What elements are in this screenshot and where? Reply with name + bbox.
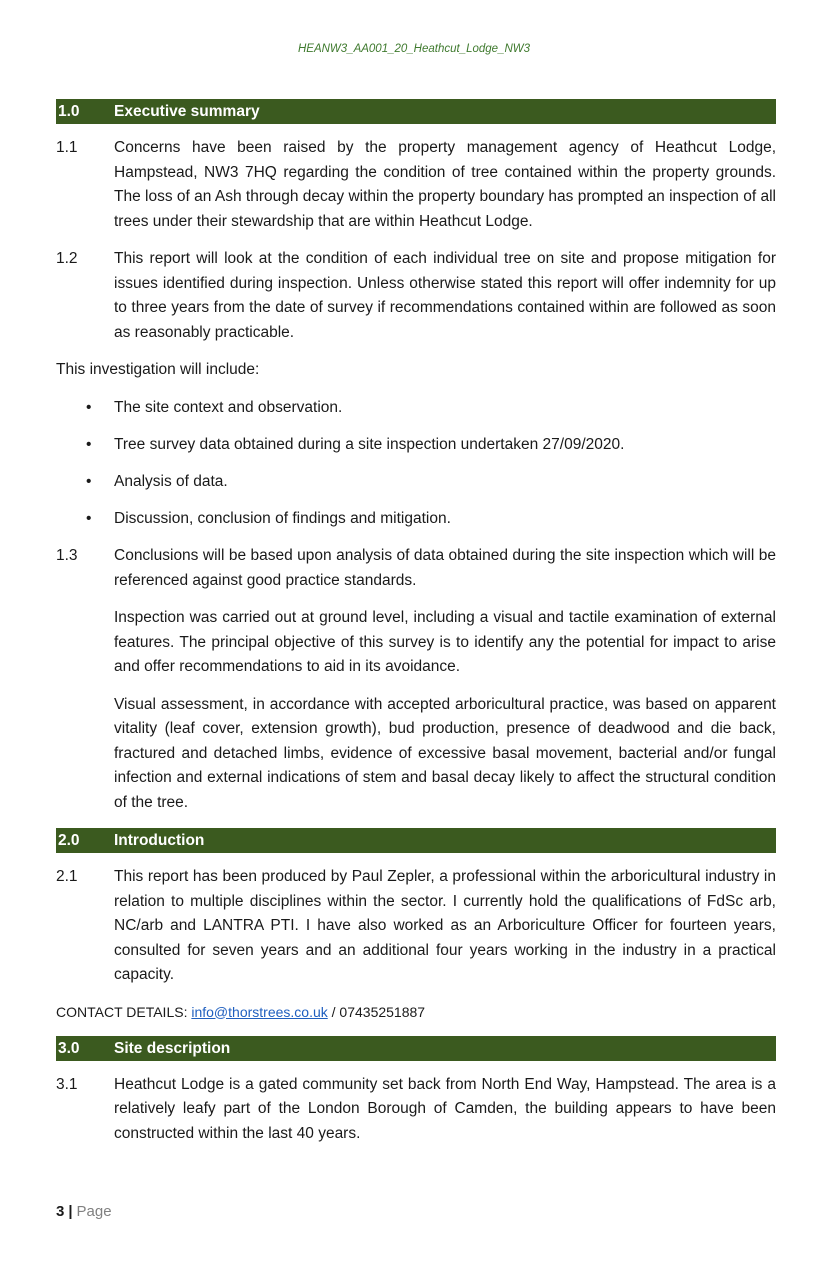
paragraph-visual-assessment: Visual assessment, in accordance with accepted arboricultural practice, was based on apparent vitality (leaf cover, extension growth), bud production, presence of deadwood and die back, fractured and detached limbs, evidence of excessive basal movement, bacterial and/or fungal infection and external indications of stem and basal decay likely to affect the structural condition of the tree.	[114, 695, 776, 811]
list-item-text: Tree survey data obtained during a site inspection undertaken 27/09/2020.	[114, 435, 625, 453]
list-item	[56, 507, 776, 532]
paragraph-text: This report will look at the condition of each individual tree on site and propose mitigation for issues identified during inspection. Unless otherwise stated this report will offer indemnity for up to three years from the date of survey if recommendations contained within are followed as soon as reasonably practicable.	[114, 250, 776, 341]
section-title: Executive summary	[114, 103, 260, 120]
section-heading-executive-summary	[56, 99, 776, 124]
phone-number: 07435251887	[339, 1003, 426, 1020]
paragraph-text: Conclusions will be based upon analysis of data obtained during the site inspection which will be referenced against good practice standards.	[114, 547, 776, 589]
email-link[interactable]: info@thorstrees.co.uk	[191, 1003, 328, 1020]
section-heading-site-description	[56, 1036, 776, 1061]
paragraph-1-2	[56, 247, 776, 345]
bullet-icon: •	[86, 435, 92, 453]
paragraph-1-3	[56, 544, 776, 593]
paragraph-number: 1.1	[56, 139, 78, 156]
document-reference-header: HEANW3_AA001_20_Heathcut_Lodge_NW3	[297, 43, 531, 55]
contact-details	[56, 1001, 776, 1023]
paragraph-3-1	[56, 1073, 776, 1147]
section-number: 2.0	[58, 832, 80, 849]
list-item	[56, 433, 776, 458]
section-title: Introduction	[114, 832, 205, 849]
paragraph-number: 2.1	[56, 868, 78, 885]
section-title: Site description	[114, 1039, 231, 1057]
document-body	[56, 99, 776, 1159]
page-label: Page	[76, 1203, 112, 1220]
list-item-text: The site context and observation.	[114, 398, 343, 416]
paragraph-number: 3.1	[56, 1075, 78, 1093]
list-item	[56, 396, 776, 421]
list-item	[56, 470, 776, 495]
footer-separator: |	[68, 1203, 73, 1220]
list-item-text: Discussion, conclusion of findings and mitigation.	[114, 509, 451, 527]
section-number: 3.0	[58, 1039, 80, 1057]
investigation-intro: This investigation will include:	[56, 361, 260, 378]
list-item-text: Analysis of data.	[114, 472, 228, 490]
contact-label: CONTACT DETAILS:	[56, 1003, 192, 1020]
paragraph-number: 1.2	[56, 250, 78, 267]
bullet-icon: •	[86, 398, 92, 416]
paragraph-text: This report has been produced by Paul Zepler, a professional within the arboricultural industry in relation to multiple disciplines within the sector. I currently hold the qualifications of FdSc arb, NC/arb and LANTRA PTI. I have also worked as an Arboriculture Officer for fourteen years, consulted for seven years and an additional four years working in the industry in a practical capacity.	[114, 868, 776, 983]
contact-separator: /	[327, 1003, 340, 1020]
paragraph-2-1	[56, 865, 776, 988]
investigation-list	[56, 396, 776, 532]
paragraph-text: Heathcut Lodge is a gated community set back from North End Way, Hampstead. The area is a relatively leafy part of the London Borough of Camden, the building appears to have been constructed within the last 40 years.	[114, 1075, 776, 1142]
bullet-icon: •	[86, 472, 92, 490]
paragraph-text: Concerns have been raised by the property management agency of Heathcut Lodge, Hampstead, NW3 7HQ regarding the condition of tree contained within the property grounds. The loss of an Ash through decay within the property boundary has prompted an inspection of all trees under their stewardship that are within Heathcut Lodge.	[114, 139, 776, 230]
paragraph-inspection-method: Inspection was carried out at ground level, including a visual and tactile examination of external features. The principal objective of this survey is to identify any the potential for impact to arise and offer recommendations to aid in its avoidance.	[114, 609, 776, 675]
page-number: 3	[56, 1203, 65, 1220]
section-number: 1.0	[58, 103, 80, 120]
paragraph-number: 1.3	[56, 547, 78, 564]
bullet-icon: •	[86, 509, 92, 527]
paragraph-1-1	[56, 136, 776, 234]
section-heading-introduction	[56, 828, 776, 853]
page-footer	[56, 1203, 112, 1220]
